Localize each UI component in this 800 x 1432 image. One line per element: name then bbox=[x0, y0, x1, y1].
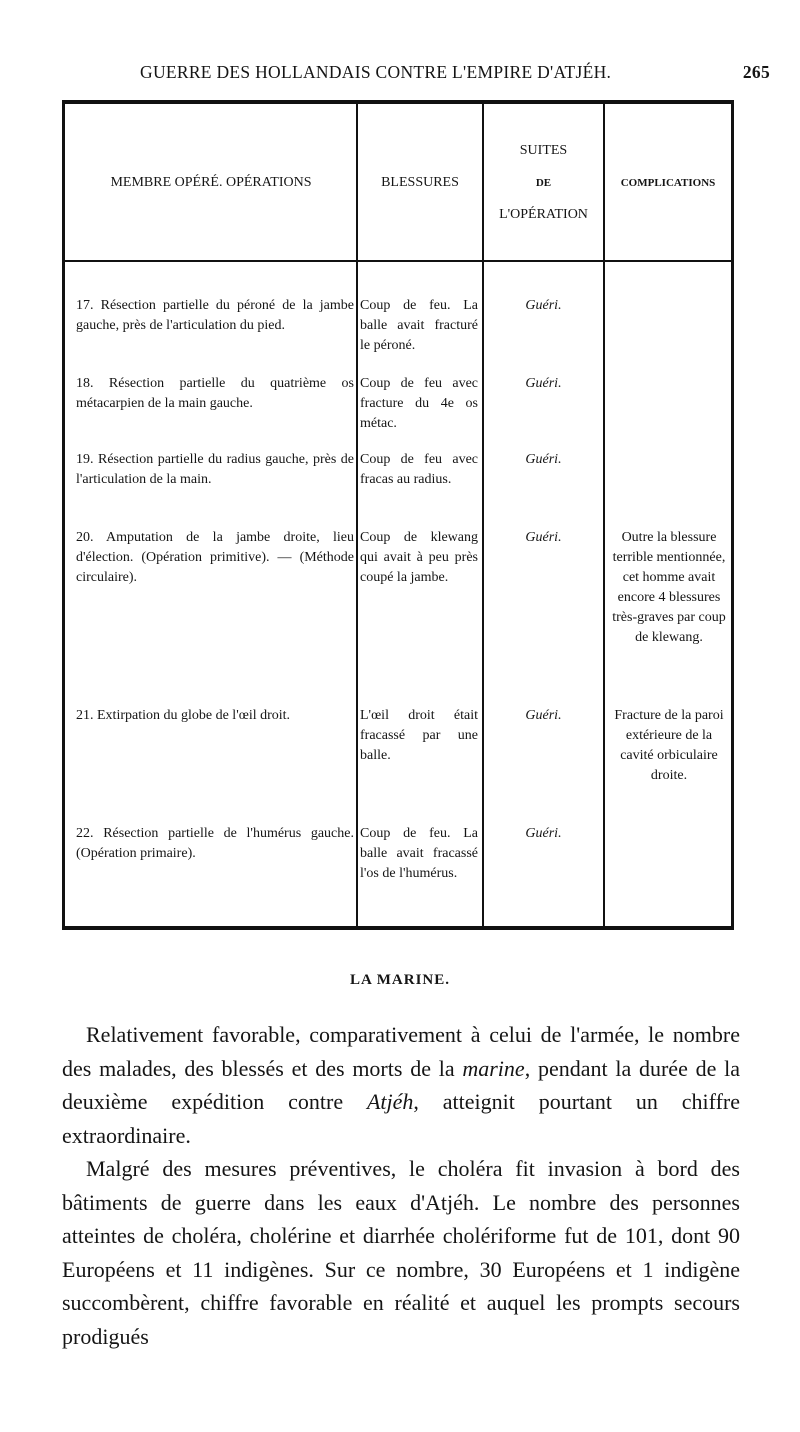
table-top-rule bbox=[62, 100, 734, 104]
table-row-20-complications: Outre la blessure terrible mentionnée, cet homme avait encore 4 blessures très-graves par coup de klewang. bbox=[612, 530, 726, 645]
table-row-18-blessures: Coup de feu avec fracture du 4e os métac. bbox=[360, 376, 478, 431]
body-paragraph-1 bbox=[62, 1018, 740, 1152]
table-row-21-suites: Guéri. bbox=[525, 708, 562, 723]
table-left-rule bbox=[62, 100, 65, 930]
body-paragraph-2: Malgré des mesures préventives, le choléra fit invasion à bord des bâtiments de guerre dans les eaux d'Atjéh. Le nombre des personnes atteintes de choléra, cholérine et diarrhée cholériforme fut de 101, dont 90 Européens et 11 indigènes. Sur ce nombre, 30 Européens et 1 indigène succombèrent, chiffre favorable en réalité et auquel les prompts secours prodigués bbox=[62, 1156, 740, 1349]
column-header-complications: COMPLICATIONS bbox=[620, 177, 716, 189]
table-row-21-complications: Fracture de la paroi extérieure de la cavité orbiculaire droite. bbox=[614, 708, 724, 783]
table-row-17-suites: Guéri. bbox=[525, 298, 562, 313]
table-row-22-blessures: Coup de feu. La balle avait fracassé l'os de l'humérus. bbox=[360, 826, 478, 881]
page-number: 265 bbox=[742, 62, 770, 82]
table-row-20-blessures: Coup de klewang qui avait à peu près coupé la jambe. bbox=[360, 530, 478, 585]
table-right-rule bbox=[731, 100, 734, 930]
table-row-22-operation: 22. Résection partielle de l'humérus gauche. (Opération primaire). bbox=[76, 826, 354, 861]
operations-table bbox=[62, 100, 734, 930]
section-heading: LA MARINE. bbox=[349, 972, 450, 988]
table-row-22-suites: Guéri. bbox=[525, 826, 562, 841]
column-divider-3 bbox=[603, 104, 605, 926]
column-header-operation: L'OPÉRATION bbox=[499, 207, 588, 222]
column-header-operations: MEMBRE OPÉRÉ. OPÉRATIONS bbox=[110, 175, 312, 190]
column-divider-1 bbox=[356, 104, 358, 926]
table-row-19-suites: Guéri. bbox=[525, 452, 562, 467]
column-header-de: DE bbox=[535, 177, 552, 189]
table-bottom-rule bbox=[62, 926, 734, 930]
p1-text-a: Relativement favorable, comparativement à celui de l'armée, le nombre des malades, des blessés et des morts de la bbox=[62, 1022, 740, 1081]
table-row-21-blessures: L'œil droit était fracassé par une balle. bbox=[360, 708, 478, 763]
header-separator-rule bbox=[62, 260, 734, 262]
table-row-18-operation: 18. Résection partielle du quatrième os métacarpien de la main gauche. bbox=[76, 376, 354, 411]
table-row-19-blessures: Coup de feu avec fracas au radius. bbox=[360, 452, 478, 487]
table-row-17-operation: 17. Résection partielle du péroné de la jambe gauche, près de l'articulation du pied. bbox=[76, 298, 354, 333]
p1-text-c: , atteignit pourtant un chiffre extraordinaire. bbox=[62, 1089, 740, 1148]
running-head bbox=[140, 62, 770, 86]
p1-text-b: , pendant la durée de la deuxième expédition contre bbox=[62, 1055, 741, 1114]
p1-atjeh: Atjéh bbox=[366, 1089, 414, 1114]
table-row-20-operation: 20. Amputation de la jambe droite, lieu d'élection. (Opération primitive). — (Méthode circulaire). bbox=[76, 530, 354, 585]
column-header-blessures: BLESSURES bbox=[381, 175, 459, 190]
running-title: GUERRE DES HOLLANDAIS CONTRE L'EMPIRE D'ATJÉH. bbox=[140, 62, 612, 82]
table-row-21-operation: 21. Extirpation du globe de l'œil droit. bbox=[76, 708, 291, 723]
table-row-19-operation: 19. Résection partielle du radius gauche, près de l'articulation de la main. bbox=[76, 452, 354, 487]
table-row-18-suites: Guéri. bbox=[525, 376, 562, 391]
column-header-suites: SUITES bbox=[519, 143, 568, 158]
table-row-20-suites: Guéri. bbox=[525, 530, 562, 545]
table-row-17-blessures: Coup de feu. La balle avait fracturé le péroné. bbox=[360, 298, 478, 353]
p1-marine: marine bbox=[462, 1055, 525, 1081]
